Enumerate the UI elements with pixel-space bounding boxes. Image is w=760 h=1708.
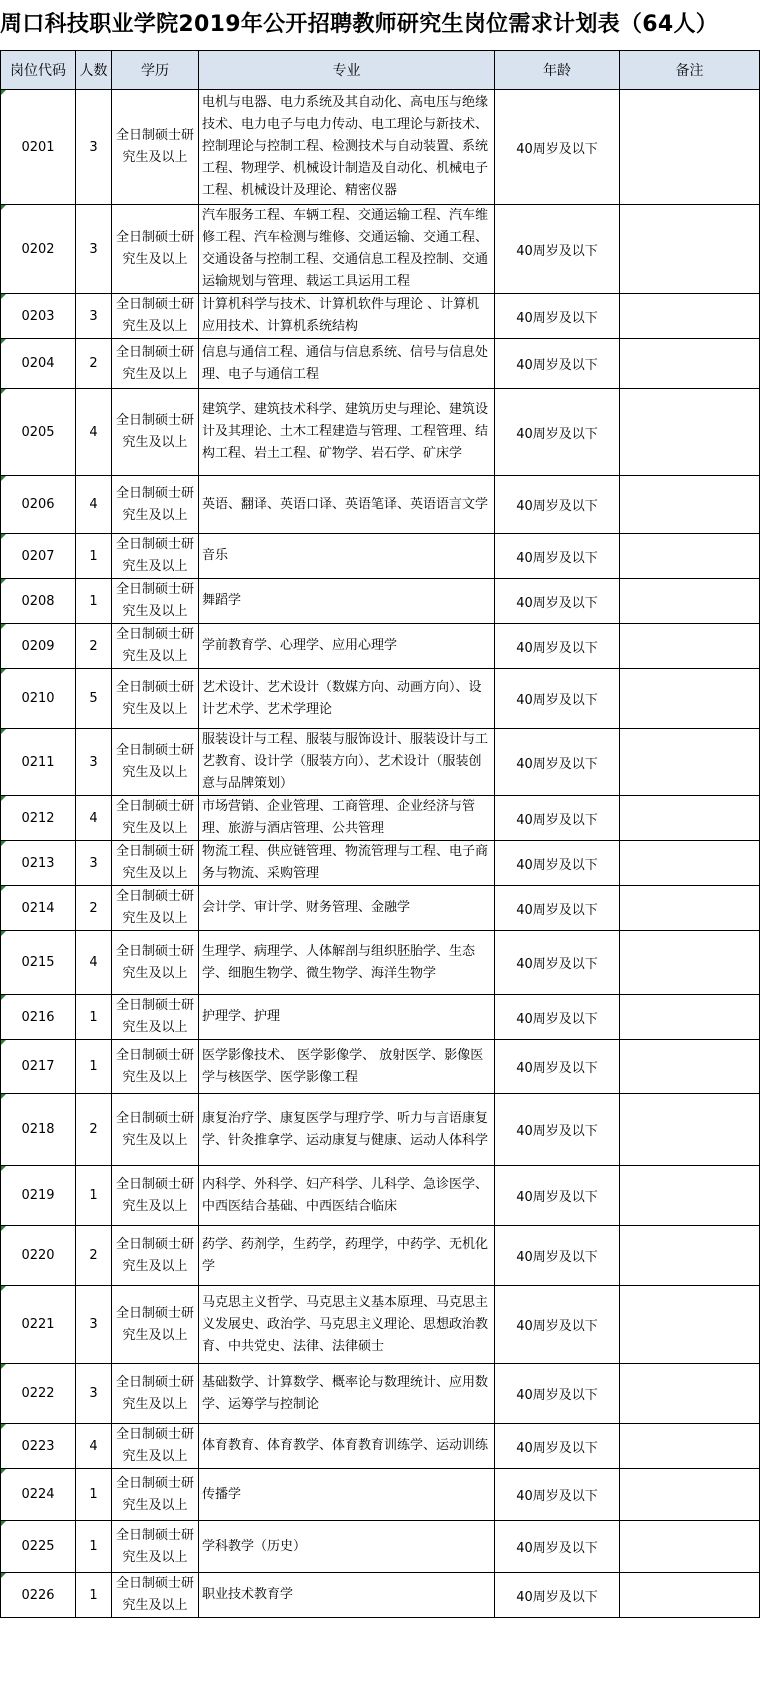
cell-major: 会计学、审计学、财务管理、金融学 [199,886,495,931]
table-row [1,205,760,294]
cell-position-code: 0215 [1,931,76,995]
cell-age: 40周岁及以下 [495,1166,620,1226]
cell-age: 40周岁及以下 [495,339,620,389]
cell-headcount: 3 [76,294,112,339]
table-row [1,841,760,886]
table-row [1,1424,760,1469]
cell-major: 传播学 [199,1469,495,1521]
table-row [1,1226,760,1286]
table-row [1,389,760,476]
cell-major: 护理学、护理 [199,995,495,1040]
header-education: 学历 [112,51,199,90]
cell-major: 药学、药剂学，生药学，药理学，中药学、无机化学 [199,1226,495,1286]
cell-education: 全日制硕士研究生及以上 [112,1424,199,1469]
cell-remark [620,886,760,931]
cell-major: 音乐 [199,534,495,579]
cell-remark [620,476,760,534]
header-count: 人数 [76,51,112,90]
table-row [1,1094,760,1166]
cell-remark [620,90,760,205]
table-row [1,729,760,796]
cell-age: 40周岁及以下 [495,1469,620,1521]
cell-age: 40周岁及以下 [495,1573,620,1618]
cell-headcount: 2 [76,624,112,669]
table-row [1,1573,760,1618]
cell-education: 全日制硕士研究生及以上 [112,931,199,995]
cell-remark [620,1521,760,1573]
table-row [1,796,760,841]
table-row [1,1469,760,1521]
cell-major: 物流工程、供应链管理、物流管理与工程、电子商务与物流、采购管理 [199,841,495,886]
cell-position-code: 0213 [1,841,76,886]
cell-age: 40周岁及以下 [495,1521,620,1573]
cell-remark [620,205,760,294]
cell-age: 40周岁及以下 [495,579,620,624]
cell-major: 计算机科学与技术、计算机软件与理论 、计算机应用技术、计算机系统结构 [199,294,495,339]
cell-education: 全日制硕士研究生及以上 [112,1040,199,1094]
cell-age: 40周岁及以下 [495,294,620,339]
cell-position-code: 0223 [1,1424,76,1469]
cell-remark [620,1286,760,1364]
cell-position-code: 0204 [1,339,76,389]
cell-education: 全日制硕士研究生及以上 [112,841,199,886]
cell-remark [620,841,760,886]
cell-education: 全日制硕士研究生及以上 [112,579,199,624]
table-row [1,1521,760,1573]
cell-headcount: 3 [76,1286,112,1364]
cell-position-code: 0209 [1,624,76,669]
cell-headcount: 4 [76,389,112,476]
cell-education: 全日制硕士研究生及以上 [112,339,199,389]
cell-position-code: 0207 [1,534,76,579]
cell-position-code: 0202 [1,205,76,294]
cell-education: 全日制硕士研究生及以上 [112,205,199,294]
cell-position-code: 0224 [1,1469,76,1521]
cell-position-code: 0216 [1,995,76,1040]
cell-major: 学科教学（历史） [199,1521,495,1573]
table-row [1,931,760,995]
cell-education: 全日制硕士研究生及以上 [112,669,199,729]
cell-remark [620,796,760,841]
cell-age: 40周岁及以下 [495,796,620,841]
cell-headcount: 1 [76,1166,112,1226]
cell-major: 基础数学、计算数学、概率论与数理统计、应用数学、运筹学与控制论 [199,1364,495,1424]
cell-headcount: 1 [76,1469,112,1521]
cell-headcount: 3 [76,1364,112,1424]
cell-age: 40周岁及以下 [495,90,620,205]
cell-major: 汽车服务工程、车辆工程、交通运输工程、汽车维修工程、汽车检测与维修、交通运输、交通工程、交通设备与控制工程、交通信息工程及控制、交通运输规划与管理、载运工具运用工程 [199,205,495,294]
cell-age: 40周岁及以下 [495,669,620,729]
cell-major: 职业技术教育学 [199,1573,495,1618]
cell-major: 医学影像技术、 医学影像学、 放射医学、影像医学与核医学、医学影像工程 [199,1040,495,1094]
cell-position-code: 0205 [1,389,76,476]
cell-age: 40周岁及以下 [495,729,620,796]
cell-remark [620,294,760,339]
cell-education: 全日制硕士研究生及以上 [112,796,199,841]
table-row [1,534,760,579]
cell-major: 内科学、外科学、妇产科学、儿科学、急诊医学、中西医结合基础、中西医结合临床 [199,1166,495,1226]
cell-position-code: 0211 [1,729,76,796]
cell-education: 全日制硕士研究生及以上 [112,1469,199,1521]
cell-position-code: 0225 [1,1521,76,1573]
cell-headcount: 2 [76,1226,112,1286]
cell-age: 40周岁及以下 [495,389,620,476]
cell-headcount: 1 [76,995,112,1040]
cell-remark [620,729,760,796]
cell-headcount: 3 [76,90,112,205]
cell-headcount: 1 [76,1521,112,1573]
cell-remark [620,931,760,995]
cell-age: 40周岁及以下 [495,1424,620,1469]
cell-headcount: 3 [76,729,112,796]
cell-headcount: 3 [76,841,112,886]
table-row [1,669,760,729]
page-title: 周口科技职业学院2019年公开招聘教师研究生岗位需求计划表（64人） [0,12,719,37]
cell-major: 信息与通信工程、通信与信息系统、信号与信息处理、电子与通信工程 [199,339,495,389]
cell-headcount: 1 [76,534,112,579]
table-row [1,90,760,205]
header-row [1,51,760,90]
cell-education: 全日制硕士研究生及以上 [112,995,199,1040]
cell-education: 全日制硕士研究生及以上 [112,389,199,476]
cell-education: 全日制硕士研究生及以上 [112,1521,199,1573]
table-row [1,1286,760,1364]
cell-headcount: 3 [76,205,112,294]
cell-headcount: 2 [76,886,112,931]
cell-age: 40周岁及以下 [495,1226,620,1286]
cell-headcount: 1 [76,1573,112,1618]
cell-headcount: 4 [76,931,112,995]
cell-age: 40周岁及以下 [495,1094,620,1166]
cell-remark [620,1469,760,1521]
cell-position-code: 0219 [1,1166,76,1226]
table-row [1,886,760,931]
cell-major: 体育教育、体育教学、体育教育训练学、运动训练 [199,1424,495,1469]
cell-education: 全日制硕士研究生及以上 [112,624,199,669]
cell-major: 服装设计与工程、服装与服饰设计、服装设计与工艺教育、设计学（服装方向）、艺术设计（服装创意与品牌策划） [199,729,495,796]
cell-remark [620,339,760,389]
cell-major: 建筑学、建筑技术科学、建筑历史与理论、建筑设计及其理论、土木工程建造与管理、工程管理、结构工程、岩土工程、矿物学、岩石学、矿床学 [199,389,495,476]
cell-position-code: 0203 [1,294,76,339]
cell-headcount: 5 [76,669,112,729]
cell-education: 全日制硕士研究生及以上 [112,729,199,796]
cell-headcount: 2 [76,1094,112,1166]
cell-age: 40周岁及以下 [495,534,620,579]
table-row [1,339,760,389]
table-row [1,1364,760,1424]
table-row [1,579,760,624]
cell-age: 40周岁及以下 [495,931,620,995]
cell-major: 市场营销、企业管理、工商管理、企业经济与管理、旅游与酒店管理、公共管理 [199,796,495,841]
cell-position-code: 0208 [1,579,76,624]
cell-remark [620,1166,760,1226]
cell-major: 生理学、病理学、人体解剖与组织胚胎学、生态学、细胞生物学、微生物学、海洋生物学 [199,931,495,995]
table-row [1,995,760,1040]
cell-remark [620,995,760,1040]
cell-remark [620,624,760,669]
cell-age: 40周岁及以下 [495,886,620,931]
table-row [1,476,760,534]
cell-position-code: 0201 [1,90,76,205]
cell-age: 40周岁及以下 [495,995,620,1040]
cell-headcount: 4 [76,1424,112,1469]
table-body [1,90,760,1618]
cell-education: 全日制硕士研究生及以上 [112,1364,199,1424]
cell-education: 全日制硕士研究生及以上 [112,90,199,205]
cell-remark [620,389,760,476]
cell-age: 40周岁及以下 [495,205,620,294]
table-row [1,1166,760,1226]
cell-major: 舞蹈学 [199,579,495,624]
cell-education: 全日制硕士研究生及以上 [112,1166,199,1226]
cell-major: 电机与电器、电力系统及其自动化、高电压与绝缘技术、电力电子与电力传动、电工理论与新技术、控制理论与控制工程、检测技术与自动装置、系统工程、物理学、机械设计制造及自动化、机械电子工程、机械设计及理论、精密仪器 [199,90,495,205]
cell-position-code: 0212 [1,796,76,841]
cell-position-code: 0214 [1,886,76,931]
cell-headcount: 4 [76,476,112,534]
cell-position-code: 0220 [1,1226,76,1286]
cell-position-code: 0222 [1,1364,76,1424]
header-remark: 备注 [620,51,760,90]
positions-table [0,50,760,1618]
header-age: 年龄 [495,51,620,90]
cell-headcount: 2 [76,339,112,389]
header-major: 专业 [199,51,495,90]
cell-headcount: 1 [76,1040,112,1094]
cell-remark [620,579,760,624]
cell-remark [620,534,760,579]
table-row [1,294,760,339]
cell-major: 艺术设计、艺术设计（数媒方向、动画方向）、设计艺术学、艺术学理论 [199,669,495,729]
cell-age: 40周岁及以下 [495,1040,620,1094]
cell-major: 康复治疗学、康复医学与理疗学、听力与言语康复学、针灸推拿学、运动康复与健康、运动人体科学 [199,1094,495,1166]
cell-education: 全日制硕士研究生及以上 [112,1094,199,1166]
cell-education: 全日制硕士研究生及以上 [112,294,199,339]
cell-remark [620,1573,760,1618]
cell-education: 全日制硕士研究生及以上 [112,1226,199,1286]
cell-remark [620,1226,760,1286]
cell-position-code: 0226 [1,1573,76,1618]
cell-remark [620,1040,760,1094]
cell-headcount: 4 [76,796,112,841]
cell-education: 全日制硕士研究生及以上 [112,1286,199,1364]
header-code: 岗位代码 [1,51,76,90]
cell-headcount: 1 [76,579,112,624]
cell-age: 40周岁及以下 [495,841,620,886]
table-row [1,624,760,669]
cell-age: 40周岁及以下 [495,1364,620,1424]
cell-education: 全日制硕士研究生及以上 [112,476,199,534]
cell-position-code: 0221 [1,1286,76,1364]
cell-position-code: 0206 [1,476,76,534]
cell-major: 马克思主义哲学、马克思主义基本原理、马克思主义发展史、政治学、马克思主义理论、思想政治教育、中共党史、法律、法律硕士 [199,1286,495,1364]
cell-position-code: 0210 [1,669,76,729]
cell-remark [620,669,760,729]
cell-remark [620,1364,760,1424]
table-row [1,1040,760,1094]
cell-age: 40周岁及以下 [495,1286,620,1364]
cell-position-code: 0217 [1,1040,76,1094]
cell-major: 英语、翻译、英语口译、英语笔译、英语语言文学 [199,476,495,534]
cell-education: 全日制硕士研究生及以上 [112,1573,199,1618]
cell-remark [620,1424,760,1469]
cell-remark [620,1094,760,1166]
cell-education: 全日制硕士研究生及以上 [112,534,199,579]
cell-age: 40周岁及以下 [495,624,620,669]
cell-age: 40周岁及以下 [495,476,620,534]
cell-education: 全日制硕士研究生及以上 [112,886,199,931]
cell-major: 学前教育学、心理学、应用心理学 [199,624,495,669]
cell-position-code: 0218 [1,1094,76,1166]
